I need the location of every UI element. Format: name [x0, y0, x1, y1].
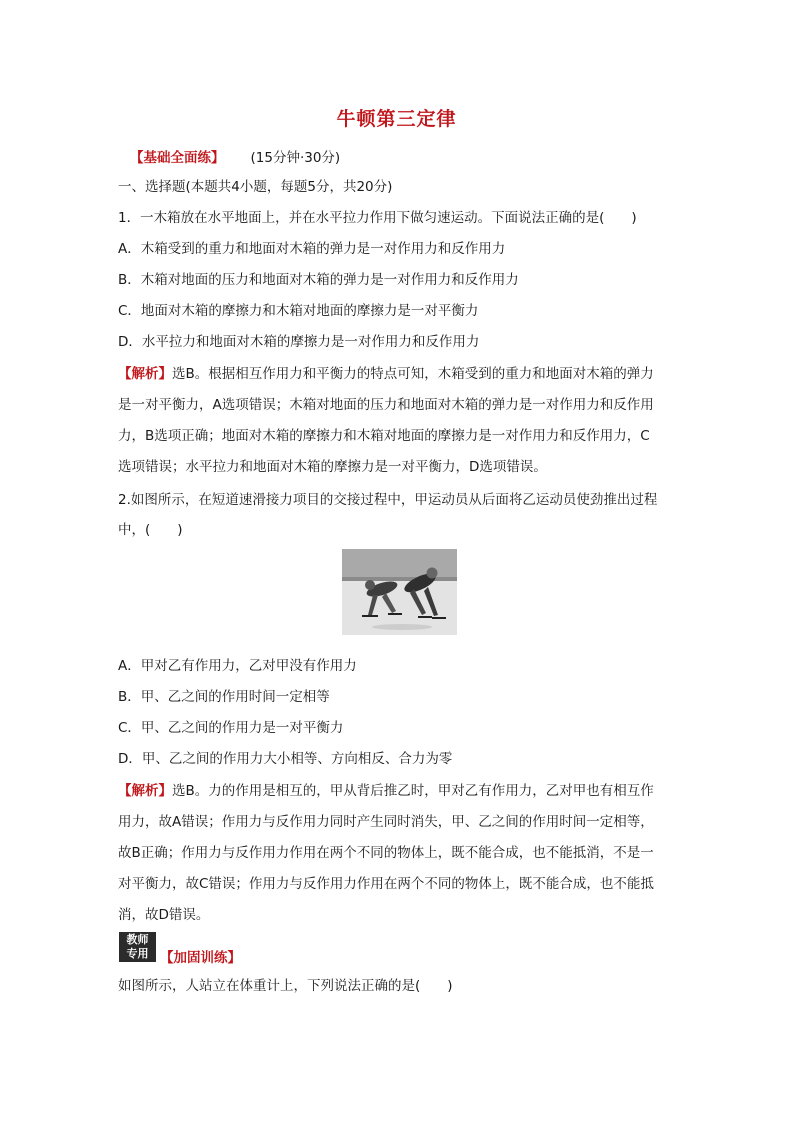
reinforce-label: 【加固训练】 [160, 950, 241, 966]
q1-option-c: C．地面对木箱的摩擦力和木箱对地面的摩擦力是一对平衡力 [118, 303, 479, 319]
page-title: 牛顿第三定律 [336, 108, 457, 130]
q1-analysis-line: 是一对平衡力，A选项错误；木箱对地面的压力和地面对木箱的弹力是一对作用力和反作用 [118, 397, 654, 413]
badge-line: 教师 [126, 933, 149, 946]
q2-option-c: C．甲、乙之间的作用力是一对平衡力 [118, 720, 344, 736]
q1-analysis-text: 选B。根据相互作用力和平衡力的特点可知，木箱受到的重力和地面对木箱的弹力 [172, 366, 654, 382]
q2-option-d: D．甲、乙之间的作用力大小相等、方向相反、合力为零 [118, 751, 453, 767]
q1-analysis-line: 力，B选项正确；地面对木箱的摩擦力和木箱对地面的摩擦力是一对作用力和反作用力，C [118, 428, 650, 444]
section-label: 【基础全面练】 [130, 150, 225, 166]
q2-analysis-label: 【解析】 [118, 783, 172, 799]
q2-analysis-line [118, 781, 654, 801]
section-time: (15分钟·30分) [250, 150, 341, 166]
q2-analysis-line: 用力，故A错误；作用力与反作用力同时产生同时消失，甲、乙之间的作用时间一定相等， [118, 814, 654, 830]
q2-analysis-line: 故B正确；作用力与反作用力作用在两个不同的物体上，既不能合成，也不能抵消，不是一 [118, 845, 654, 861]
q3-stem: 如图所示，人站立在体重计上，下列说法正确的是( ) [118, 978, 453, 994]
q2-option-a: A．甲对乙有作用力，乙对甲没有作用力 [118, 658, 357, 674]
q1-option-a: A．木箱受到的重力和地面对木箱的弹力是一对作用力和反作用力 [118, 241, 506, 257]
badge-line: 专用 [126, 947, 149, 960]
q1-analysis-line [118, 364, 654, 384]
q1-option-d: D．水平拉力和地面对木箱的摩擦力是一对作用力和反作用力 [118, 334, 480, 350]
q1-analysis-line: 选项错误；水平拉力和地面对木箱的摩擦力是一对平衡力，D选项错误。 [118, 459, 547, 475]
q2-option-b: B．甲、乙之间的作用时间一定相等 [118, 689, 330, 705]
section-header [130, 146, 340, 166]
q1-analysis-label: 【解析】 [118, 366, 172, 382]
q2-stem-line: 2.如图所示，在短道速滑接力项目的交接过程中，甲运动员从后面将乙运动员使劲推出过程 [118, 492, 658, 508]
q2-analysis-line: 对平衡力，故C错误；作用力与反作用力作用在两个不同的物体上，既不能合成，也不能抵 [118, 876, 654, 892]
q2-analysis-line: 消，故D错误。 [118, 907, 210, 923]
q1-option-b: B．木箱对地面的压力和地面对木箱的弹力是一对作用力和反作用力 [118, 272, 519, 288]
part-heading: 一、选择题(本题共4小题，每题5分，共20分) [118, 179, 393, 195]
teacher-only-badge [119, 932, 156, 962]
q2-stem-line: 中，( ) [118, 522, 183, 538]
speed-skating-illustration [342, 549, 457, 635]
q1-stem: 1．一木箱放在水平地面上，并在水平拉力作用下做匀速运动。下面说法正确的是( ) [118, 210, 637, 226]
speed-skating-photo [342, 549, 457, 635]
q2-analysis-text: 选B。力的作用是相互的，甲从背后推乙时，甲对乙有作用力，乙对甲也有相互作 [172, 783, 654, 799]
